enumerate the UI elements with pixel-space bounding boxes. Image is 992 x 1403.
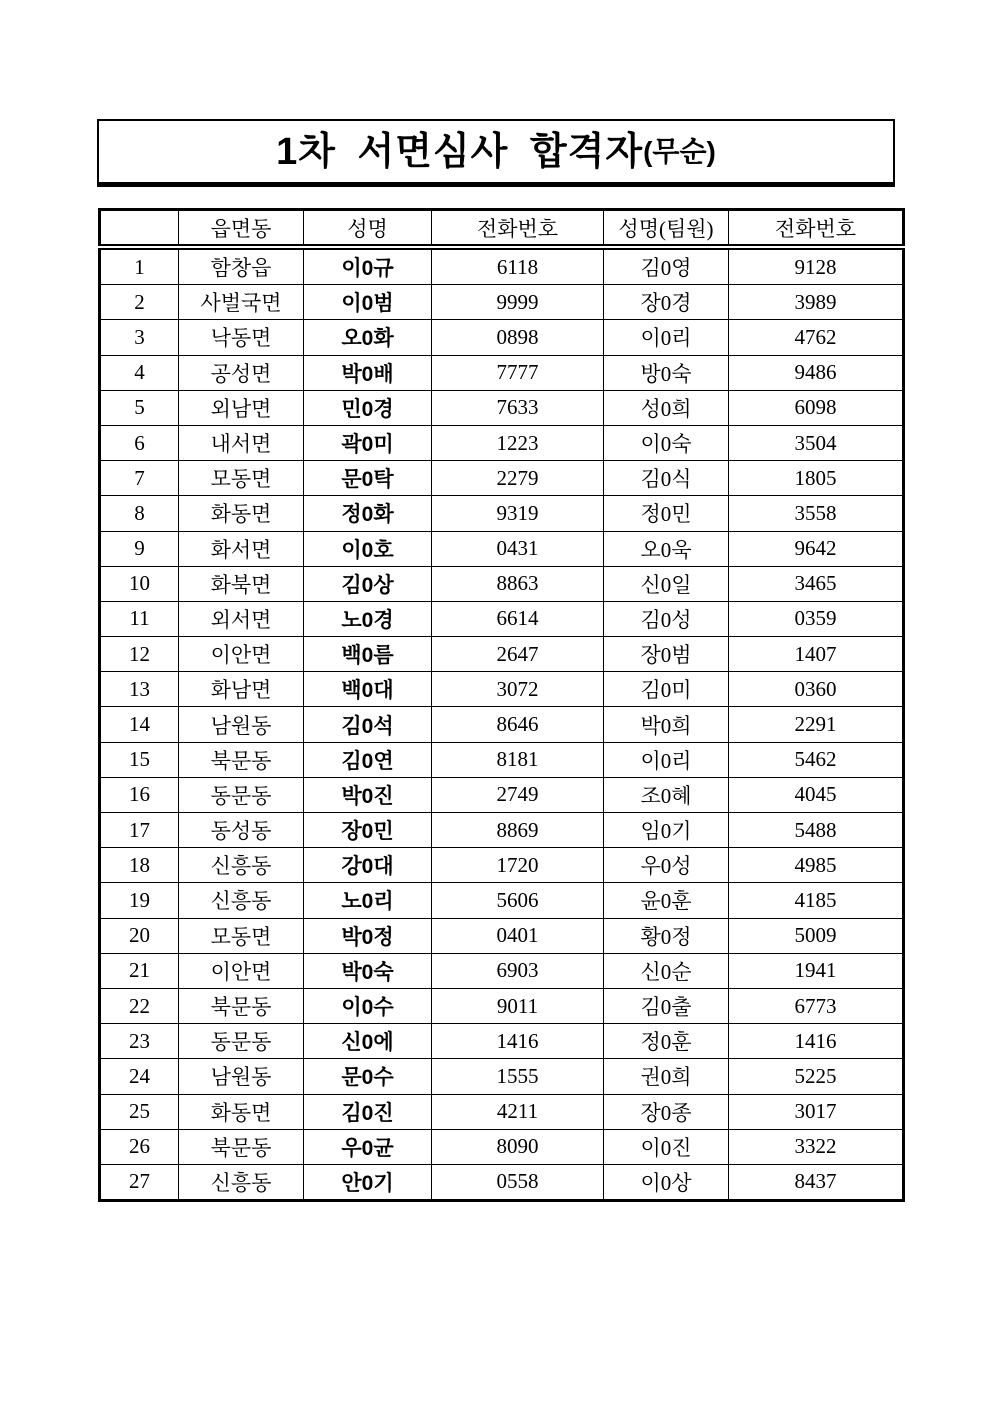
table-body	[100, 247, 904, 1201]
district-cell: 내서면	[179, 425, 304, 460]
table-row	[100, 953, 904, 988]
table-row	[100, 425, 904, 460]
table-row	[100, 1094, 904, 1129]
table-row	[100, 742, 904, 777]
table-row	[100, 1059, 904, 1094]
table-row	[100, 883, 904, 918]
name-cell: 이0수	[304, 988, 432, 1023]
team-name-cell: 장0범	[604, 637, 729, 672]
row-number-cell: 19	[100, 883, 179, 918]
team-phone-cell: 5009	[729, 918, 904, 953]
district-cell: 낙동면	[179, 320, 304, 355]
row-number-cell: 11	[100, 601, 179, 636]
district-cell: 화동면	[179, 1094, 304, 1129]
district-cell: 함창읍	[179, 247, 304, 285]
team-phone-cell: 4045	[729, 777, 904, 812]
phone-cell: 8863	[432, 566, 604, 601]
row-number-cell: 23	[100, 1024, 179, 1059]
table-row	[100, 601, 904, 636]
phone-cell: 0558	[432, 1164, 604, 1200]
name-cell: 우0균	[304, 1129, 432, 1164]
table-row	[100, 461, 904, 496]
table-row	[100, 813, 904, 848]
row-number-cell: 5	[100, 390, 179, 425]
header-row	[100, 210, 904, 248]
table-row	[100, 988, 904, 1023]
district-cell: 신흥동	[179, 848, 304, 883]
name-cell: 박0정	[304, 918, 432, 953]
table-row	[100, 848, 904, 883]
table-row	[100, 247, 904, 285]
page-title-suffix: (무순)	[643, 135, 716, 167]
name-cell: 백0름	[304, 637, 432, 672]
name-cell: 노0경	[304, 601, 432, 636]
district-cell: 북문동	[179, 742, 304, 777]
col-header-team-name: 성명(팀원)	[604, 210, 729, 248]
phone-cell: 0431	[432, 531, 604, 566]
team-name-cell: 김0출	[604, 988, 729, 1023]
name-cell: 박0진	[304, 777, 432, 812]
name-cell: 민0경	[304, 390, 432, 425]
table-row	[100, 285, 904, 320]
name-cell: 강0대	[304, 848, 432, 883]
team-phone-cell: 9486	[729, 355, 904, 390]
name-cell: 이0호	[304, 531, 432, 566]
district-cell: 신흥동	[179, 1164, 304, 1200]
phone-cell: 6903	[432, 953, 604, 988]
row-number-cell: 24	[100, 1059, 179, 1094]
name-cell: 문0탁	[304, 461, 432, 496]
name-cell: 오0화	[304, 320, 432, 355]
team-name-cell: 임0기	[604, 813, 729, 848]
table-row	[100, 531, 904, 566]
row-number-cell: 26	[100, 1129, 179, 1164]
district-cell: 사벌국면	[179, 285, 304, 320]
team-name-cell: 오0욱	[604, 531, 729, 566]
row-number-cell: 1	[100, 247, 179, 285]
team-phone-cell: 4985	[729, 848, 904, 883]
district-cell: 남원동	[179, 1059, 304, 1094]
table-row	[100, 777, 904, 812]
phone-cell: 5606	[432, 883, 604, 918]
phone-cell: 6614	[432, 601, 604, 636]
name-cell: 김0연	[304, 742, 432, 777]
phone-cell: 1555	[432, 1059, 604, 1094]
name-cell: 김0상	[304, 566, 432, 601]
phone-cell: 8646	[432, 707, 604, 742]
district-cell: 모동면	[179, 461, 304, 496]
table-row	[100, 320, 904, 355]
team-name-cell: 장0종	[604, 1094, 729, 1129]
team-name-cell: 이0리	[604, 742, 729, 777]
team-phone-cell: 9128	[729, 247, 904, 285]
name-cell: 이0범	[304, 285, 432, 320]
row-number-cell: 14	[100, 707, 179, 742]
row-number-cell: 4	[100, 355, 179, 390]
phone-cell: 1416	[432, 1024, 604, 1059]
phone-cell: 9011	[432, 988, 604, 1023]
col-header-blank	[100, 210, 179, 248]
team-name-cell: 성0희	[604, 390, 729, 425]
team-name-cell: 박0희	[604, 707, 729, 742]
team-phone-cell: 5488	[729, 813, 904, 848]
row-number-cell: 10	[100, 566, 179, 601]
team-name-cell: 우0성	[604, 848, 729, 883]
row-number-cell: 2	[100, 285, 179, 320]
name-cell: 김0진	[304, 1094, 432, 1129]
name-cell: 이0규	[304, 247, 432, 285]
name-cell: 박0배	[304, 355, 432, 390]
row-number-cell: 27	[100, 1164, 179, 1200]
team-phone-cell: 8437	[729, 1164, 904, 1200]
team-name-cell: 이0숙	[604, 425, 729, 460]
table-row	[100, 918, 904, 953]
team-name-cell: 황0정	[604, 918, 729, 953]
phone-cell: 3072	[432, 672, 604, 707]
row-number-cell: 3	[100, 320, 179, 355]
phone-cell: 0401	[432, 918, 604, 953]
name-cell: 백0대	[304, 672, 432, 707]
phone-cell: 8090	[432, 1129, 604, 1164]
team-phone-cell: 3989	[729, 285, 904, 320]
team-name-cell: 정0훈	[604, 1024, 729, 1059]
team-phone-cell: 3017	[729, 1094, 904, 1129]
phone-cell: 0898	[432, 320, 604, 355]
team-name-cell: 방0숙	[604, 355, 729, 390]
team-phone-cell: 2291	[729, 707, 904, 742]
name-cell: 곽0미	[304, 425, 432, 460]
team-name-cell: 윤0훈	[604, 883, 729, 918]
phone-cell: 1720	[432, 848, 604, 883]
team-phone-cell: 1416	[729, 1024, 904, 1059]
team-phone-cell: 3558	[729, 496, 904, 531]
phone-cell: 2279	[432, 461, 604, 496]
phone-cell: 4211	[432, 1094, 604, 1129]
table-row	[100, 637, 904, 672]
page-title: 1차 서면심사 합격자	[276, 130, 644, 173]
row-number-cell: 25	[100, 1094, 179, 1129]
team-name-cell: 이0리	[604, 320, 729, 355]
team-phone-cell: 3465	[729, 566, 904, 601]
phone-cell: 6118	[432, 247, 604, 285]
col-header-team-phone: 전화번호	[729, 210, 904, 248]
district-cell: 외남면	[179, 390, 304, 425]
team-name-cell: 신0순	[604, 953, 729, 988]
table-row	[100, 1024, 904, 1059]
team-phone-cell: 4762	[729, 320, 904, 355]
team-phone-cell: 6098	[729, 390, 904, 425]
district-cell: 외서면	[179, 601, 304, 636]
col-header-district: 읍면동	[179, 210, 304, 248]
name-cell: 박0숙	[304, 953, 432, 988]
district-cell: 남원동	[179, 707, 304, 742]
row-number-cell: 12	[100, 637, 179, 672]
table-row	[100, 672, 904, 707]
table-row	[100, 355, 904, 390]
team-phone-cell: 0359	[729, 601, 904, 636]
phone-cell: 9999	[432, 285, 604, 320]
team-phone-cell: 5225	[729, 1059, 904, 1094]
phone-cell: 1223	[432, 425, 604, 460]
district-cell: 이안면	[179, 953, 304, 988]
phone-cell: 2749	[432, 777, 604, 812]
district-cell: 화남면	[179, 672, 304, 707]
phone-cell: 2647	[432, 637, 604, 672]
row-number-cell: 16	[100, 777, 179, 812]
district-cell: 모동면	[179, 918, 304, 953]
name-cell: 안0기	[304, 1164, 432, 1200]
row-number-cell: 7	[100, 461, 179, 496]
team-phone-cell: 0360	[729, 672, 904, 707]
district-cell: 동성동	[179, 813, 304, 848]
table-row	[100, 707, 904, 742]
name-cell: 신0에	[304, 1024, 432, 1059]
table-row	[100, 496, 904, 531]
district-cell: 북문동	[179, 988, 304, 1023]
district-cell: 공성면	[179, 355, 304, 390]
team-phone-cell: 3504	[729, 425, 904, 460]
team-phone-cell: 5462	[729, 742, 904, 777]
team-name-cell: 이0상	[604, 1164, 729, 1200]
team-name-cell: 김0식	[604, 461, 729, 496]
name-cell: 노0리	[304, 883, 432, 918]
table-row	[100, 566, 904, 601]
name-cell: 장0민	[304, 813, 432, 848]
team-phone-cell: 4185	[729, 883, 904, 918]
district-cell: 이안면	[179, 637, 304, 672]
team-phone-cell: 9642	[729, 531, 904, 566]
table-header	[100, 210, 904, 248]
team-name-cell: 정0민	[604, 496, 729, 531]
district-cell: 신흥동	[179, 883, 304, 918]
team-name-cell: 신0일	[604, 566, 729, 601]
team-name-cell: 장0경	[604, 285, 729, 320]
row-number-cell: 8	[100, 496, 179, 531]
title-box	[97, 119, 895, 187]
team-phone-cell: 6773	[729, 988, 904, 1023]
team-phone-cell: 1805	[729, 461, 904, 496]
phone-cell: 7633	[432, 390, 604, 425]
district-cell: 화동면	[179, 496, 304, 531]
row-number-cell: 20	[100, 918, 179, 953]
phone-cell: 8869	[432, 813, 604, 848]
col-header-phone: 전화번호	[432, 210, 604, 248]
district-cell: 북문동	[179, 1129, 304, 1164]
row-number-cell: 18	[100, 848, 179, 883]
row-number-cell: 21	[100, 953, 179, 988]
table-row	[100, 1129, 904, 1164]
name-cell: 문0수	[304, 1059, 432, 1094]
team-name-cell: 권0희	[604, 1059, 729, 1094]
row-number-cell: 13	[100, 672, 179, 707]
team-name-cell: 김0영	[604, 247, 729, 285]
district-cell: 화북면	[179, 566, 304, 601]
results-table	[98, 208, 905, 1202]
phone-cell: 9319	[432, 496, 604, 531]
name-cell: 김0석	[304, 707, 432, 742]
team-name-cell: 김0성	[604, 601, 729, 636]
district-cell: 동문동	[179, 777, 304, 812]
col-header-name: 성명	[304, 210, 432, 248]
row-number-cell: 9	[100, 531, 179, 566]
team-phone-cell: 1407	[729, 637, 904, 672]
district-cell: 동문동	[179, 1024, 304, 1059]
team-phone-cell: 1941	[729, 953, 904, 988]
row-number-cell: 17	[100, 813, 179, 848]
row-number-cell: 22	[100, 988, 179, 1023]
team-name-cell: 김0미	[604, 672, 729, 707]
team-phone-cell: 3322	[729, 1129, 904, 1164]
team-name-cell: 이0진	[604, 1129, 729, 1164]
table-row	[100, 390, 904, 425]
team-name-cell: 조0혜	[604, 777, 729, 812]
phone-cell: 8181	[432, 742, 604, 777]
name-cell: 정0화	[304, 496, 432, 531]
row-number-cell: 6	[100, 425, 179, 460]
district-cell: 화서면	[179, 531, 304, 566]
phone-cell: 7777	[432, 355, 604, 390]
table-row	[100, 1164, 904, 1200]
row-number-cell: 15	[100, 742, 179, 777]
